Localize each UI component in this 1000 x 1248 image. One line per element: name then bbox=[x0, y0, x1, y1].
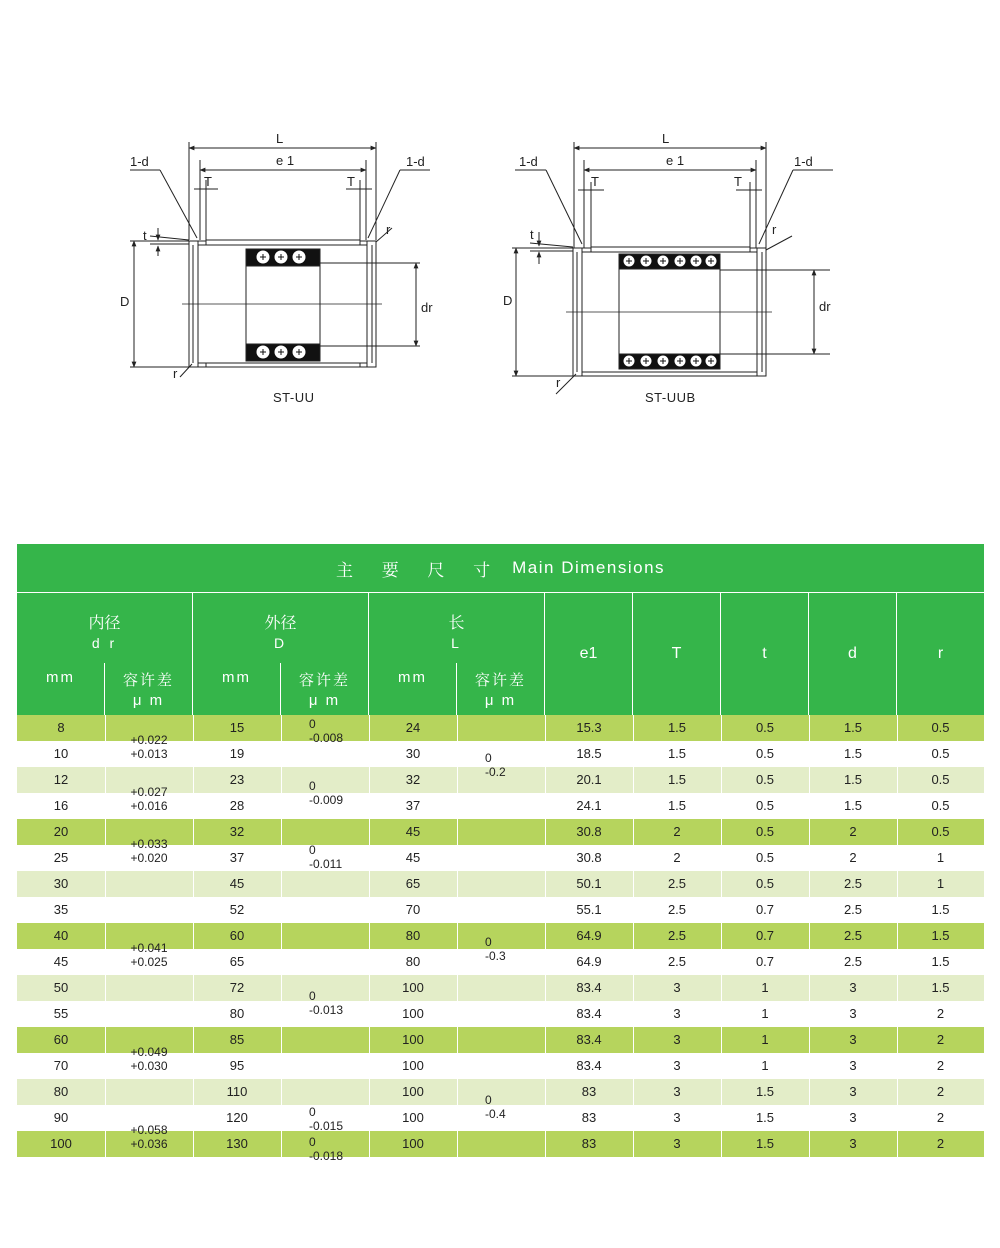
cell-dr: 70 bbox=[53, 1058, 69, 1073]
tolerance-outer bbox=[309, 717, 349, 745]
drawing-st-uub bbox=[512, 142, 833, 394]
tolerance-upper: 0 bbox=[309, 843, 316, 857]
cell-T: 3 bbox=[673, 1006, 681, 1021]
tolerance-inner bbox=[119, 1123, 179, 1151]
tolerance-upper: 0 bbox=[309, 779, 316, 793]
tolerance-inner bbox=[119, 733, 179, 761]
cell-T: 2 bbox=[673, 824, 681, 839]
label-1d-right-1: 1-d bbox=[519, 154, 538, 169]
cell-D: 130 bbox=[226, 1136, 248, 1151]
cell-L: 45 bbox=[405, 824, 421, 839]
header-inner-tol: 容许差 μ m bbox=[122, 672, 174, 709]
cell-D: 45 bbox=[229, 876, 245, 891]
tolerance-upper: 0 bbox=[309, 1105, 316, 1119]
tolerance-upper: 0 bbox=[309, 1135, 316, 1149]
tolerance-lower: -0.013 bbox=[309, 1003, 344, 1017]
tolerance-length bbox=[485, 1093, 525, 1121]
tolerance-length bbox=[485, 751, 525, 779]
cell-dr: 20 bbox=[53, 824, 69, 839]
tolerance-upper: +0.027 bbox=[130, 785, 168, 799]
tolerance-lower: +0.016 bbox=[130, 799, 168, 813]
cell-T: 2.5 bbox=[667, 876, 687, 891]
header-d: d bbox=[809, 593, 897, 715]
cell-r: 0.5 bbox=[931, 798, 950, 813]
drawing-st-uu bbox=[130, 142, 430, 377]
tolerance-length bbox=[485, 935, 525, 963]
cell-L: 37 bbox=[405, 798, 421, 813]
cell-D: 85 bbox=[229, 1032, 245, 1047]
cell-D: 72 bbox=[229, 980, 245, 995]
tolerance-upper: 0 bbox=[309, 989, 316, 1003]
cell-L: 100 bbox=[402, 1136, 424, 1151]
cell-D: 37 bbox=[229, 850, 245, 865]
cell-r: 1 bbox=[936, 876, 945, 891]
cell-T: 2.5 bbox=[667, 902, 687, 917]
cell-r: 0.5 bbox=[931, 772, 950, 787]
cell-d: 1.5 bbox=[843, 720, 863, 735]
cell-t: 0.5 bbox=[755, 850, 775, 865]
label-r-left-bottom: r bbox=[173, 366, 178, 381]
cell-t: 0.5 bbox=[755, 824, 775, 839]
cell-t: 0.5 bbox=[755, 798, 775, 813]
cell-e1: 83.4 bbox=[576, 980, 602, 995]
cell-t: 1 bbox=[761, 980, 769, 995]
tolerance-outer bbox=[309, 1135, 349, 1163]
cell-d: 2 bbox=[849, 850, 857, 865]
cell-e1: 55.1 bbox=[576, 902, 602, 917]
header-length-tol: 容许差 μ m bbox=[474, 672, 526, 709]
cell-r: 1.5 bbox=[931, 954, 950, 969]
cell-d: 1.5 bbox=[843, 772, 863, 787]
cell-T: 1.5 bbox=[667, 772, 687, 787]
cell-D: 28 bbox=[229, 798, 245, 813]
cell-e1: 50.1 bbox=[576, 876, 602, 891]
tolerance-lower: -0.009 bbox=[309, 793, 344, 807]
label-T-left-1: T bbox=[204, 174, 212, 189]
cell-dr: 60 bbox=[53, 1032, 69, 1047]
cell-r: 2 bbox=[936, 1136, 945, 1151]
cell-T: 2.5 bbox=[667, 954, 687, 969]
header-inner-mm: mm bbox=[17, 663, 105, 715]
cell-T: 1.5 bbox=[667, 746, 687, 761]
cell-L: 100 bbox=[402, 1110, 424, 1125]
label-D-left: D bbox=[120, 294, 130, 309]
cell-r: 1 bbox=[936, 850, 945, 865]
label-L-right: L bbox=[662, 131, 670, 146]
cell-r: 1.5 bbox=[931, 980, 950, 995]
cell-r: 2 bbox=[936, 1032, 945, 1047]
tolerance-upper: 0 bbox=[485, 1093, 492, 1107]
cell-d: 2.5 bbox=[843, 902, 863, 917]
column-divider bbox=[369, 715, 370, 1167]
cell-dr: 25 bbox=[53, 850, 69, 865]
cell-T: 3 bbox=[673, 1058, 681, 1073]
tolerance-lower: +0.036 bbox=[130, 1137, 168, 1151]
cell-D: 60 bbox=[229, 928, 245, 943]
column-divider bbox=[633, 715, 634, 1167]
label-1d-left-2: 1-d bbox=[406, 154, 425, 169]
label-e1-left: e 1 bbox=[276, 153, 295, 168]
label-T-right-2: T bbox=[734, 174, 742, 189]
tolerance-lower: -0.2 bbox=[485, 765, 506, 779]
header-inner-symbol: d r bbox=[91, 635, 118, 651]
tolerance-upper: 0 bbox=[485, 751, 492, 765]
cell-D: 65 bbox=[229, 954, 245, 969]
label-1d-right-2: 1-d bbox=[794, 154, 813, 169]
cell-r: 2 bbox=[936, 1110, 945, 1125]
cell-t: 1 bbox=[761, 1006, 769, 1021]
tolerance-outer bbox=[309, 843, 349, 871]
cell-t: 1 bbox=[761, 1032, 769, 1047]
label-e1-right: e 1 bbox=[666, 153, 685, 168]
cell-d: 2.5 bbox=[843, 928, 863, 943]
cell-d: 3 bbox=[849, 1058, 857, 1073]
cell-T: 3 bbox=[673, 980, 681, 995]
cell-dr: 16 bbox=[53, 798, 69, 813]
column-divider bbox=[281, 715, 282, 1167]
cell-T: 2 bbox=[673, 850, 681, 865]
cell-t: 0.5 bbox=[755, 746, 775, 761]
cell-t: 0.7 bbox=[755, 902, 775, 917]
cell-e1: 64.9 bbox=[576, 954, 602, 969]
cell-t: 0.7 bbox=[755, 928, 775, 943]
technical-drawings bbox=[0, 0, 1000, 440]
column-divider bbox=[809, 715, 810, 1167]
label-T-left-2: T bbox=[347, 174, 355, 189]
column-divider bbox=[457, 715, 458, 1167]
cell-L: 65 bbox=[405, 876, 421, 891]
cell-t: 0.5 bbox=[755, 720, 775, 735]
header-length-mm: mm bbox=[369, 663, 457, 715]
header-outer-symbol: D bbox=[273, 635, 288, 651]
cell-D: 15 bbox=[229, 720, 245, 735]
cell-dr: 30 bbox=[53, 876, 69, 891]
cell-T: 3 bbox=[673, 1136, 681, 1151]
cell-e1: 24.1 bbox=[576, 798, 602, 813]
label-T-right-1: T bbox=[591, 174, 599, 189]
cell-L: 100 bbox=[402, 1084, 424, 1099]
cell-D: 23 bbox=[229, 772, 245, 787]
tolerance-lower: -0.4 bbox=[485, 1107, 506, 1121]
cell-e1: 30.8 bbox=[576, 850, 602, 865]
cell-D: 120 bbox=[226, 1110, 248, 1125]
cell-t: 0.5 bbox=[755, 772, 775, 787]
cell-L: 80 bbox=[405, 954, 421, 969]
tolerance-lower: -0.008 bbox=[309, 731, 344, 745]
table-title bbox=[17, 544, 984, 593]
cell-t: 1 bbox=[761, 1058, 769, 1073]
label-L-left: L bbox=[276, 131, 284, 146]
tolerance-lower: +0.020 bbox=[130, 851, 168, 865]
tolerance-inner bbox=[119, 785, 179, 813]
cell-e1: 83 bbox=[581, 1084, 597, 1099]
cell-t: 0.5 bbox=[755, 876, 775, 891]
column-divider bbox=[721, 715, 722, 1167]
header-outer-title: 外径 bbox=[264, 615, 297, 632]
cell-t: 1.5 bbox=[755, 1136, 775, 1151]
table-header bbox=[17, 593, 984, 715]
cell-r: 1.5 bbox=[931, 928, 950, 943]
cell-t: 0.7 bbox=[755, 954, 775, 969]
cell-D: 95 bbox=[229, 1058, 245, 1073]
cell-r: 0.5 bbox=[931, 720, 950, 735]
cell-dr: 40 bbox=[53, 928, 69, 943]
table-row bbox=[17, 897, 984, 923]
tolerance-upper: +0.058 bbox=[130, 1123, 168, 1137]
header-outer-tol: 容许差 μ m bbox=[298, 672, 350, 709]
cell-t: 1.5 bbox=[755, 1110, 775, 1125]
label-t-left: t bbox=[143, 228, 147, 243]
tolerance-lower: +0.013 bbox=[130, 747, 168, 761]
table-row bbox=[17, 871, 984, 897]
cell-dr: 45 bbox=[53, 954, 69, 969]
label-1d-left-1: 1-d bbox=[130, 154, 149, 169]
cell-r: 2 bbox=[936, 1084, 945, 1099]
header-inner-diameter bbox=[17, 593, 193, 715]
cell-d: 3 bbox=[849, 1032, 857, 1047]
caption-st-uu: ST-UU bbox=[273, 390, 315, 405]
cell-e1: 83.4 bbox=[576, 1058, 602, 1073]
caption-st-uub: ST-UUB bbox=[645, 390, 696, 405]
header-outer-diameter bbox=[193, 593, 369, 715]
cell-r: 1.5 bbox=[931, 902, 950, 917]
label-r-left-top: r bbox=[386, 222, 391, 237]
tolerance-outer bbox=[309, 1105, 349, 1133]
label-r-right-top: r bbox=[772, 222, 777, 237]
cell-D: 80 bbox=[229, 1006, 245, 1021]
cell-L: 100 bbox=[402, 1032, 424, 1047]
cell-D: 19 bbox=[229, 746, 245, 761]
tolerance-inner bbox=[119, 941, 179, 969]
cell-r: 2 bbox=[936, 1006, 945, 1021]
tolerance-inner bbox=[119, 1045, 179, 1073]
cell-L: 100 bbox=[402, 1058, 424, 1073]
cell-d: 1.5 bbox=[843, 746, 863, 761]
cell-d: 3 bbox=[849, 980, 857, 995]
cell-e1: 30.8 bbox=[576, 824, 602, 839]
cell-D: 110 bbox=[226, 1084, 248, 1099]
cell-T: 2.5 bbox=[667, 928, 687, 943]
cell-d: 2 bbox=[849, 824, 857, 839]
tolerance-lower: +0.025 bbox=[130, 955, 168, 969]
cell-L: 100 bbox=[402, 980, 424, 995]
cell-T: 3 bbox=[673, 1084, 681, 1099]
header-r: r bbox=[937, 645, 944, 662]
cell-r: 0.5 bbox=[931, 824, 950, 839]
cell-dr: 100 bbox=[50, 1136, 72, 1151]
label-r-right-bottom: r bbox=[556, 375, 561, 390]
tolerance-outer bbox=[309, 989, 349, 1017]
column-divider bbox=[897, 715, 898, 1167]
cell-L: 70 bbox=[405, 902, 421, 917]
tolerance-outer bbox=[309, 779, 349, 807]
table-row bbox=[17, 1001, 984, 1027]
cell-T: 1.5 bbox=[667, 720, 687, 735]
header-length-symbol: L bbox=[451, 635, 462, 651]
tolerance-upper: +0.049 bbox=[130, 1045, 168, 1059]
cell-d: 3 bbox=[849, 1110, 857, 1125]
cell-e1: 83 bbox=[581, 1110, 597, 1125]
cell-dr: 8 bbox=[57, 720, 65, 735]
header-t: t bbox=[721, 593, 809, 715]
cell-d: 1.5 bbox=[843, 798, 863, 813]
tolerance-upper: +0.033 bbox=[130, 837, 168, 851]
cell-d: 3 bbox=[849, 1136, 857, 1151]
cell-e1: 83.4 bbox=[576, 1006, 602, 1021]
tolerance-lower: -0.018 bbox=[309, 1149, 344, 1163]
cell-dr: 55 bbox=[53, 1006, 69, 1021]
cell-d: 2.5 bbox=[843, 876, 863, 891]
header-length bbox=[369, 593, 545, 715]
cell-D: 32 bbox=[229, 824, 245, 839]
table-title-en: Main Dimensions bbox=[512, 558, 666, 577]
tolerance-lower: +0.030 bbox=[130, 1059, 168, 1073]
cell-e1: 15.3 bbox=[576, 720, 602, 735]
cell-e1: 83 bbox=[581, 1136, 597, 1151]
label-dr-left: dr bbox=[421, 300, 433, 315]
column-divider bbox=[105, 715, 106, 1167]
label-D-right: D bbox=[503, 293, 513, 308]
cell-e1: 83.4 bbox=[576, 1032, 602, 1047]
cell-e1: 20.1 bbox=[576, 772, 602, 787]
cell-dr: 12 bbox=[53, 772, 69, 787]
cell-L: 30 bbox=[405, 746, 421, 761]
cell-L: 80 bbox=[405, 928, 421, 943]
header-e1: e1 bbox=[545, 593, 633, 715]
cell-D: 52 bbox=[229, 902, 245, 917]
header-T: T bbox=[633, 593, 721, 715]
cell-dr: 50 bbox=[53, 980, 69, 995]
cell-t: 1.5 bbox=[755, 1084, 775, 1099]
label-t-right: t bbox=[530, 227, 534, 242]
cell-d: 2.5 bbox=[843, 954, 863, 969]
cell-T: 3 bbox=[673, 1110, 681, 1125]
cell-dr: 80 bbox=[53, 1084, 69, 1099]
cell-L: 100 bbox=[402, 1006, 424, 1021]
tolerance-inner bbox=[119, 837, 179, 865]
cell-T: 3 bbox=[673, 1032, 681, 1047]
tolerance-lower: -0.011 bbox=[309, 857, 343, 871]
cell-d: 3 bbox=[849, 1084, 857, 1099]
table-row bbox=[17, 975, 984, 1001]
cell-r: 2 bbox=[936, 1058, 945, 1073]
tolerance-lower: -0.015 bbox=[309, 1119, 344, 1133]
cell-dr: 10 bbox=[53, 746, 69, 761]
tolerance-upper: +0.022 bbox=[130, 733, 168, 747]
cell-L: 45 bbox=[405, 850, 421, 865]
column-divider bbox=[193, 715, 194, 1167]
tolerance-upper: 0 bbox=[485, 935, 492, 949]
cell-d: 3 bbox=[849, 1006, 857, 1021]
column-divider bbox=[545, 715, 546, 1167]
cell-e1: 64.9 bbox=[576, 928, 602, 943]
table-title-zh: 主 要 尺 寸 bbox=[335, 560, 503, 580]
label-dr-right: dr bbox=[819, 299, 831, 314]
cell-T: 1.5 bbox=[667, 798, 687, 813]
tolerance-upper: +0.041 bbox=[130, 941, 168, 955]
header-inner-title: 内径 bbox=[88, 615, 121, 632]
header-length-title: 长 bbox=[448, 615, 465, 632]
cell-r: 0.5 bbox=[931, 746, 950, 761]
cell-L: 32 bbox=[405, 772, 421, 787]
header-outer-mm: mm bbox=[193, 663, 281, 715]
cell-e1: 18.5 bbox=[576, 746, 602, 761]
cell-dr: 35 bbox=[53, 902, 69, 917]
main-dimensions-table bbox=[17, 544, 984, 1167]
table-body bbox=[17, 715, 984, 1167]
tolerance-upper: 0 bbox=[309, 717, 316, 731]
cell-dr: 90 bbox=[53, 1110, 69, 1125]
tolerance-lower: -0.3 bbox=[485, 949, 506, 963]
cell-L: 24 bbox=[405, 720, 421, 735]
